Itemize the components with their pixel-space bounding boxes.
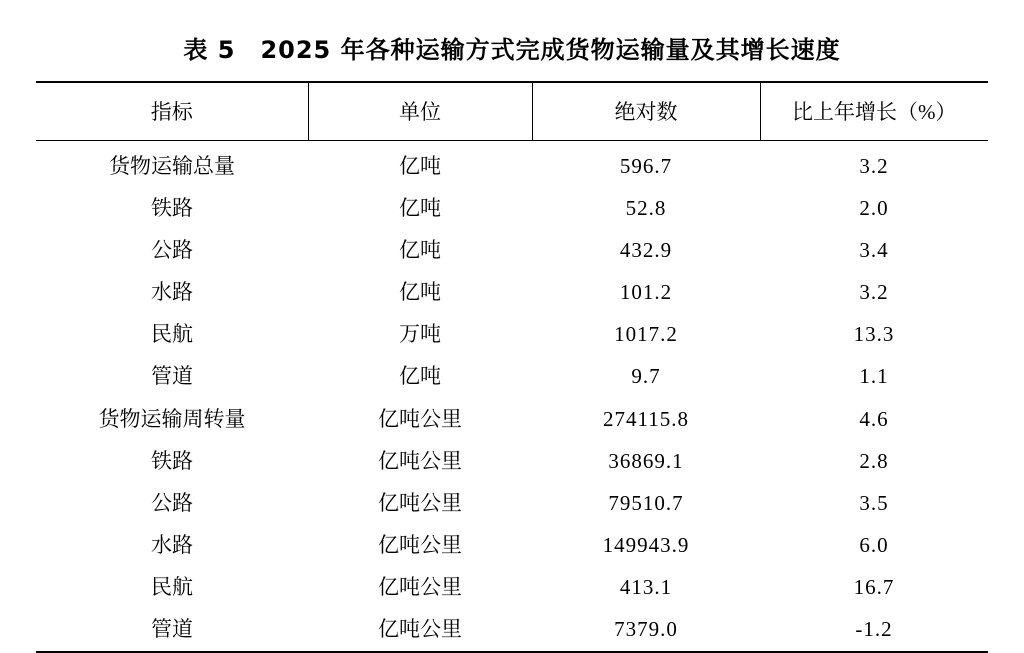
column-header-absolute: 绝对数 [532,82,760,141]
cell-unit: 亿吨公里 [378,406,462,431]
cell-absolute: 274115.8 [603,406,689,431]
cell-indicator: 公路 [151,490,193,515]
cell-growth: 3.2 [859,280,889,305]
cell-indicator: 管道 [151,617,193,642]
cell-growth: 6.0 [859,532,889,557]
cell-growth: 1.1 [859,364,889,389]
cell-absolute: 52.8 [625,196,667,221]
cell-absolute: 9.7 [631,364,661,389]
cell-indicator: 水路 [151,532,193,557]
column-header-indicator: 指标 [36,82,308,141]
table-row [36,229,988,271]
cell-indicator: 民航 [151,322,193,347]
table-row [36,187,988,229]
cell-growth: 4.6 [859,406,889,431]
table-row [36,141,988,188]
cell-growth: 16.7 [853,574,895,599]
cell-absolute: 36869.1 [608,448,684,473]
cell-unit: 万吨 [399,322,441,347]
table-row [36,440,988,482]
cell-growth: 2.0 [859,196,889,221]
table-row [36,566,988,608]
cell-unit: 亿吨 [399,364,441,389]
cell-indicator: 民航 [151,574,193,599]
cell-growth: 3.5 [859,490,889,515]
table-row [36,355,988,397]
cell-indicator: 货物运输总量 [109,154,235,178]
table-row [36,482,988,524]
table-row [36,608,988,651]
cell-unit: 亿吨公里 [378,448,462,473]
cell-absolute: 79510.7 [608,490,684,515]
table-row [36,398,988,440]
table-body [36,141,988,652]
cell-indicator: 铁路 [151,196,193,221]
cell-absolute: 596.7 [619,154,673,178]
cell-growth: 3.4 [859,238,889,263]
cell-growth: 3.2 [859,154,889,178]
table-row [36,271,988,313]
cell-growth: 13.3 [853,322,895,347]
table-title: 表 5 2025 年各种运输方式完成货物运输量及其增长速度 [183,36,841,64]
table-header [36,82,988,141]
cell-unit: 亿吨公里 [378,490,462,515]
cell-absolute: 432.9 [619,238,673,263]
cell-unit: 亿吨 [399,196,441,221]
transport-statistics-table [36,81,988,651]
cell-growth: -1.2 [855,617,893,642]
cell-absolute: 101.2 [619,280,673,305]
table-row [36,524,988,566]
cell-unit: 亿吨 [399,238,441,263]
cell-unit: 亿吨 [399,154,441,178]
column-header-growth: 比上年增长（%） [760,82,988,141]
cell-indicator: 货物运输周转量 [98,406,246,431]
cell-absolute: 149943.9 [602,532,690,557]
cell-absolute: 413.1 [619,574,673,599]
cell-absolute: 7379.0 [614,617,678,642]
cell-unit: 亿吨公里 [378,532,462,557]
cell-unit: 亿吨 [399,280,441,305]
column-header-unit: 单位 [308,82,532,141]
table-row [36,313,988,355]
table-header-row [36,82,988,141]
cell-indicator: 水路 [151,280,193,305]
cell-unit: 亿吨公里 [378,574,462,599]
cell-absolute: 1017.2 [614,322,678,347]
cell-indicator: 公路 [151,238,193,263]
cell-unit: 亿吨公里 [378,617,462,642]
cell-indicator: 铁路 [151,448,193,473]
cell-indicator: 管道 [151,364,193,389]
cell-growth: 2.8 [859,448,889,473]
